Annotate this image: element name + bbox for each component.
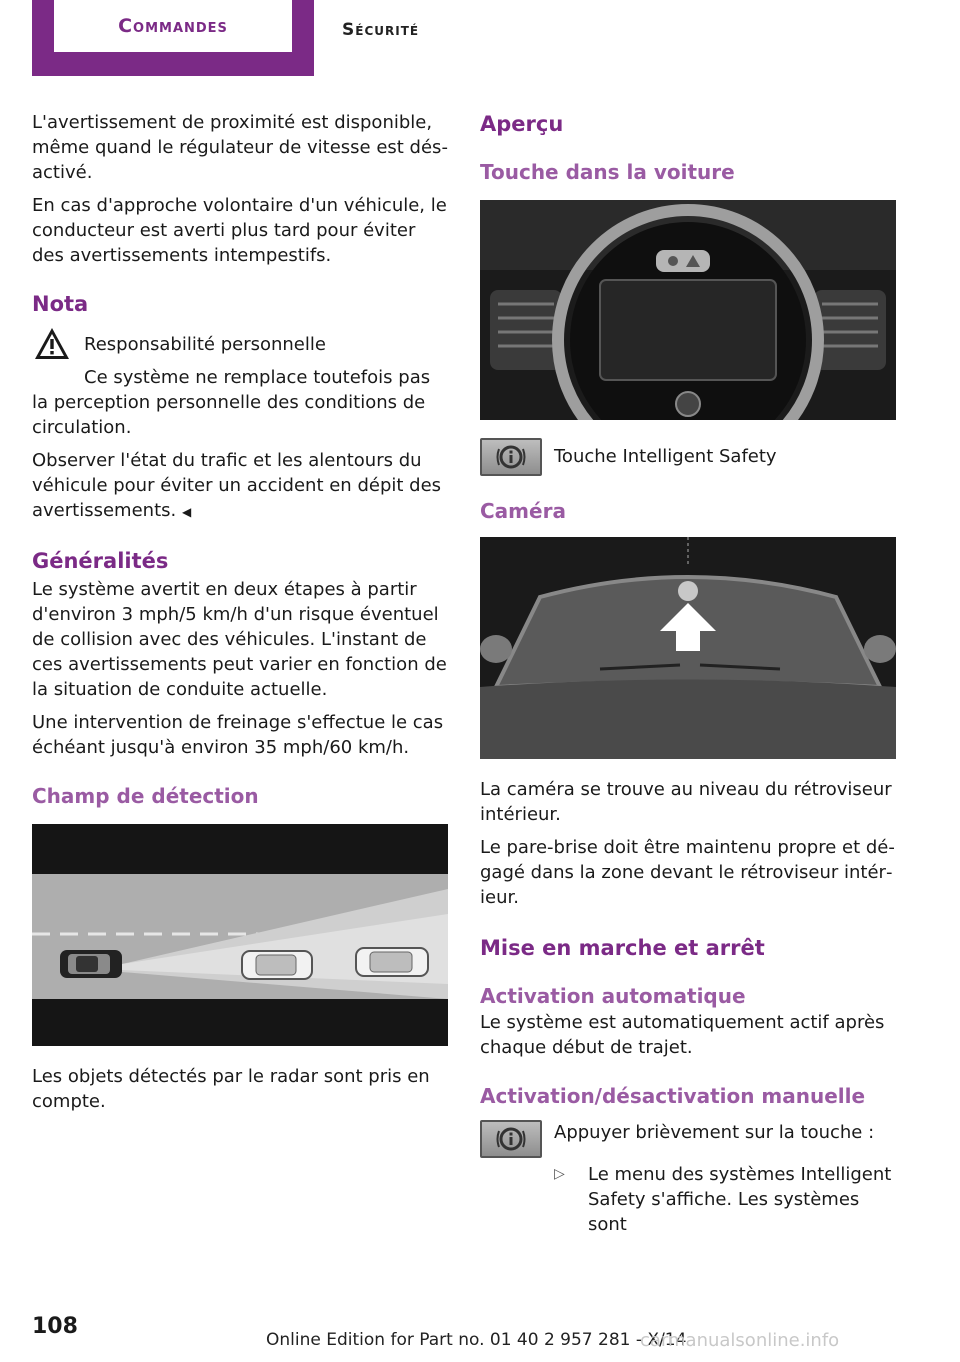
paragraph: Une intervention de freinage s'effectue le cas échéant jusqu'à environ 35 mph/60 km/h.: [32, 712, 444, 758]
warning-title: Responsabilité personnelle: [84, 334, 326, 355]
left-column: [32, 110, 448, 1122]
edition-note: Online Edition for Part no. 01 40 2 957 281 - X/14: [266, 1330, 687, 1350]
button-legend: [480, 438, 896, 477]
end-mark-icon: ◀: [181, 505, 192, 519]
camera-heading: Caméra: [480, 499, 566, 523]
detection-field-illustration: [32, 824, 448, 1046]
intelligent-safety-key-icon: [480, 1120, 542, 1158]
champ-heading: Champ de détection: [32, 784, 259, 808]
watermark: carmanualsonline.info: [640, 1330, 840, 1351]
nota-heading: Nota: [32, 292, 89, 316]
list-item-text: Le menu des systèmes Intelligent Safety s'affiche. Les systèmes sont: [588, 1164, 892, 1235]
intelligent-safety-button: [656, 250, 710, 272]
manuelle-heading: Activation/désactivation manuelle: [480, 1084, 866, 1108]
target-car-icon: [356, 948, 428, 976]
tab-securite[interactable]: Sécurité: [342, 20, 420, 40]
own-car-icon: [60, 950, 122, 978]
target-car-icon: [242, 951, 312, 979]
tab-commandes-label: Commandes: [118, 15, 228, 37]
air-vent-icon: [814, 290, 886, 370]
dashboard-illustration: [480, 200, 896, 420]
apercu-heading: Aperçu: [480, 112, 564, 136]
camera-illustration: [480, 537, 896, 759]
paragraph: Le système avertit en deux étapes à partir d'environ 3 mph/5 km/h d'un risque éventuel de collision avec des véhicules. L'instant de ces avertissements peut varier en fonction de la situation de conduite actuelle.: [32, 579, 447, 700]
air-vent-icon: [490, 290, 562, 370]
warning-block: [32, 324, 448, 365]
figure-caption: Les objets détectés par le radar sont pris en compte.: [32, 1066, 430, 1112]
button-label: Touche Intelligent Safety: [554, 446, 777, 467]
page-number: 108: [32, 1314, 78, 1339]
warning-text: Observer l'état du trafic et les alentours du véhicule pour éviter un accident en dépit des avertissements. ◀: [32, 450, 442, 521]
tab-commandes[interactable]: [32, 0, 314, 76]
paragraph: L'avertissement de proximité est disponible, même quand le régulateur de vitesse est désactivé.: [32, 112, 448, 183]
paragraph: La caméra se trouve au niveau du rétroviseur intérieur.: [480, 779, 892, 825]
marche-heading: Mise en marche et arrêt: [480, 936, 765, 960]
instruction-text: Appuyer brièvement sur la touche :: [554, 1122, 875, 1143]
touche-heading: Touche dans la voiture: [480, 160, 735, 184]
list-item: [554, 1162, 896, 1245]
paragraph: Le système est automatiquement actif après chaque début de trajet.: [480, 1012, 885, 1058]
generalites-heading: Généralités: [32, 549, 169, 573]
auto-heading: Activation automatique: [480, 984, 746, 1008]
warning-triangle-icon: [32, 324, 72, 364]
right-column: [480, 110, 896, 1245]
bullet-triangle-icon: ▷: [554, 1166, 565, 1182]
paragraph: En cas d'approche volontaire d'un véhicule, le conducteur est averti plus tard pour éviter des avertissements intempestifs.: [32, 195, 447, 266]
intelligent-safety-key-icon: [480, 438, 542, 476]
button-instruction: [480, 1120, 896, 1158]
paragraph: Le pare-brise doit être maintenu propre et dégagé dans la zone devant le rétroviseur intérieur.: [480, 837, 895, 908]
warning-text: Ce système ne remplace toutefois pas la perception personnelle des conditions de circulation.: [32, 367, 431, 438]
